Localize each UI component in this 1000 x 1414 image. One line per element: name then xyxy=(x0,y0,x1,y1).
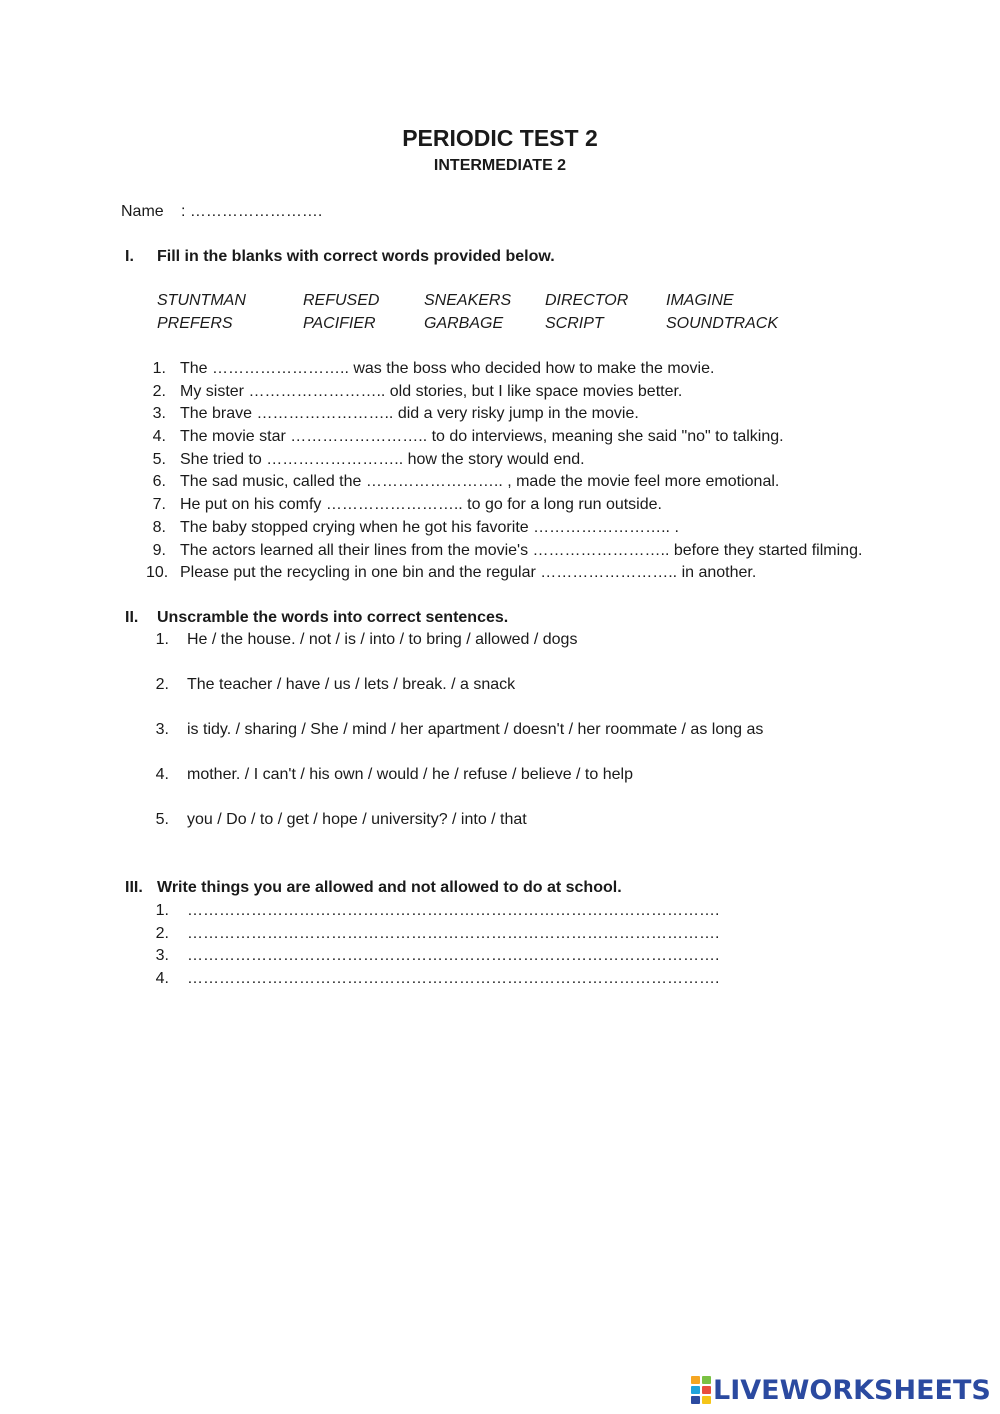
list-item[interactable] xyxy=(152,473,862,496)
item-number: 1. xyxy=(155,902,169,919)
item-text: The baby stopped crying when he got his favorite …………………….. . xyxy=(180,518,679,536)
item-text: mother. / I can't / his own / would / he / refuse / believe / to help xyxy=(187,766,633,783)
section-2-number: II. xyxy=(125,609,139,626)
item-number: 2. xyxy=(155,676,169,693)
word-bank-word: SNEAKERS xyxy=(424,292,512,309)
logo-mark-icon xyxy=(691,1376,711,1404)
item-text: The brave …………………….. did a very risky jump in the movie. xyxy=(180,405,639,423)
word-bank-word: PACIFIER xyxy=(303,315,376,332)
item-number: 2. xyxy=(152,382,166,400)
fill-in-list xyxy=(146,360,863,587)
list-item[interactable] xyxy=(152,518,862,542)
section-2-heading xyxy=(125,609,508,627)
section-1-heading xyxy=(125,248,555,266)
list-item[interactable] xyxy=(152,382,862,406)
item-text: He put on his comfy …………………….. to go for a long run outside. xyxy=(180,496,662,514)
section-3-heading xyxy=(125,879,622,897)
section-3-title: Write things you are allowed and not allowed to do at school. xyxy=(157,879,622,896)
logo-block xyxy=(702,1386,711,1394)
word-bank-word: IMAGINE xyxy=(666,292,734,309)
writing-list xyxy=(155,902,720,993)
list-item[interactable] xyxy=(155,924,720,948)
name-field[interactable] xyxy=(121,203,322,221)
item-number: 1. xyxy=(152,360,166,377)
item-number: 9. xyxy=(152,541,166,559)
section-1-title: Fill in the blanks with correct words provided below. xyxy=(157,248,555,265)
answer-blank[interactable]: ………………………………………………………………………………………. xyxy=(187,947,720,965)
word-bank-word: PREFERS xyxy=(157,315,233,332)
list-item[interactable] xyxy=(155,970,720,993)
answer-blank[interactable]: ………………………………………………………………………………………. xyxy=(187,902,720,919)
word-bank xyxy=(157,292,796,338)
logo-block xyxy=(691,1396,700,1404)
word-bank-word: STUNTMAN xyxy=(157,292,246,309)
section-3-number: III. xyxy=(125,879,143,896)
page-subtitle: INTERMEDIATE 2 xyxy=(433,157,567,174)
list-item[interactable] xyxy=(152,541,863,565)
item-number: 1. xyxy=(155,631,169,648)
item-number: 4. xyxy=(155,766,169,783)
item-number: 4. xyxy=(152,428,166,446)
item-number: 3. xyxy=(152,405,166,423)
item-number: 3. xyxy=(155,721,169,738)
word-bank-word: REFUSED xyxy=(303,292,380,309)
item-number: 4. xyxy=(155,970,169,988)
item-text: My sister …………………….. old stories, but I like space movies better. xyxy=(180,382,683,400)
section-2-title: Unscramble the words into correct sentences. xyxy=(157,609,509,626)
list-item[interactable] xyxy=(155,676,763,721)
word-bank-word: SOUNDTRACK xyxy=(666,315,779,332)
list-item[interactable] xyxy=(155,721,764,766)
item-number: 7. xyxy=(152,496,166,514)
word-bank-word: DIRECTOR xyxy=(545,292,629,309)
item-text: The teacher / have / us / lets / break. / a snack xyxy=(187,676,516,693)
answer-blank[interactable]: ………………………………………………………………………………………. xyxy=(187,924,720,942)
logo-block xyxy=(702,1376,711,1384)
item-text: you / Do / to / get / hope / university? / into / that xyxy=(187,811,527,828)
item-number: 8. xyxy=(152,518,166,536)
list-item[interactable] xyxy=(152,428,862,451)
word-bank-word: SCRIPT xyxy=(545,315,604,332)
item-number: 2. xyxy=(155,924,169,942)
list-item[interactable] xyxy=(152,496,862,519)
logo-text: LIVEWORKSHEETS xyxy=(713,1374,991,1406)
item-text: The sad music, called the …………………….. , made the movie feel more emotional. xyxy=(180,473,780,491)
answer-blank[interactable]: ………………………………………………………………………………………. xyxy=(187,970,720,988)
section-1-number: I. xyxy=(125,248,134,265)
word-bank-word: GARBAGE xyxy=(424,315,504,332)
item-number: 5. xyxy=(155,811,169,828)
item-number: 10. xyxy=(146,564,169,582)
item-text: The …………………….. was the boss who decided how to make the movie. xyxy=(180,360,715,377)
list-item[interactable] xyxy=(155,811,763,856)
item-number: 5. xyxy=(152,450,166,468)
page-title: PERIODIC TEST 2 xyxy=(402,125,598,151)
unscramble-list xyxy=(155,631,764,856)
item-number: 3. xyxy=(155,947,169,965)
list-item[interactable] xyxy=(155,766,763,811)
logo-block xyxy=(691,1376,700,1384)
item-text: The actors learned all their lines from the movie's …………………….. before they started filming. xyxy=(180,541,863,559)
word-bank-row xyxy=(157,315,796,338)
item-number: 6. xyxy=(152,473,166,491)
word-bank-row xyxy=(157,292,796,315)
list-item[interactable] xyxy=(155,947,720,970)
list-item[interactable] xyxy=(152,450,862,474)
item-text: He / the house. / not / is / into / to bring / allowed / dogs xyxy=(187,631,578,648)
list-item[interactable] xyxy=(152,360,862,383)
item-text: The movie star …………………….. to do interviews, meaning she said "no" to talking. xyxy=(180,428,784,446)
list-item[interactable] xyxy=(146,564,862,587)
item-text: is tidy. / sharing / She / mind / her apartment / doesn't / her roommate / as long as xyxy=(187,721,764,738)
list-item[interactable] xyxy=(155,902,720,925)
item-text: Please put the recycling in one bin and the regular …………………….. in another. xyxy=(180,564,757,582)
item-text: She tried to …………………….. how the story would end. xyxy=(180,450,585,468)
liveworksheets-logo[interactable] xyxy=(691,1374,991,1406)
logo-block xyxy=(691,1386,700,1394)
name-blank[interactable]: : ……………………. xyxy=(181,203,323,220)
logo-block xyxy=(702,1396,711,1404)
list-item[interactable] xyxy=(155,631,763,676)
list-item[interactable] xyxy=(152,405,862,428)
name-label: Name xyxy=(121,203,164,220)
